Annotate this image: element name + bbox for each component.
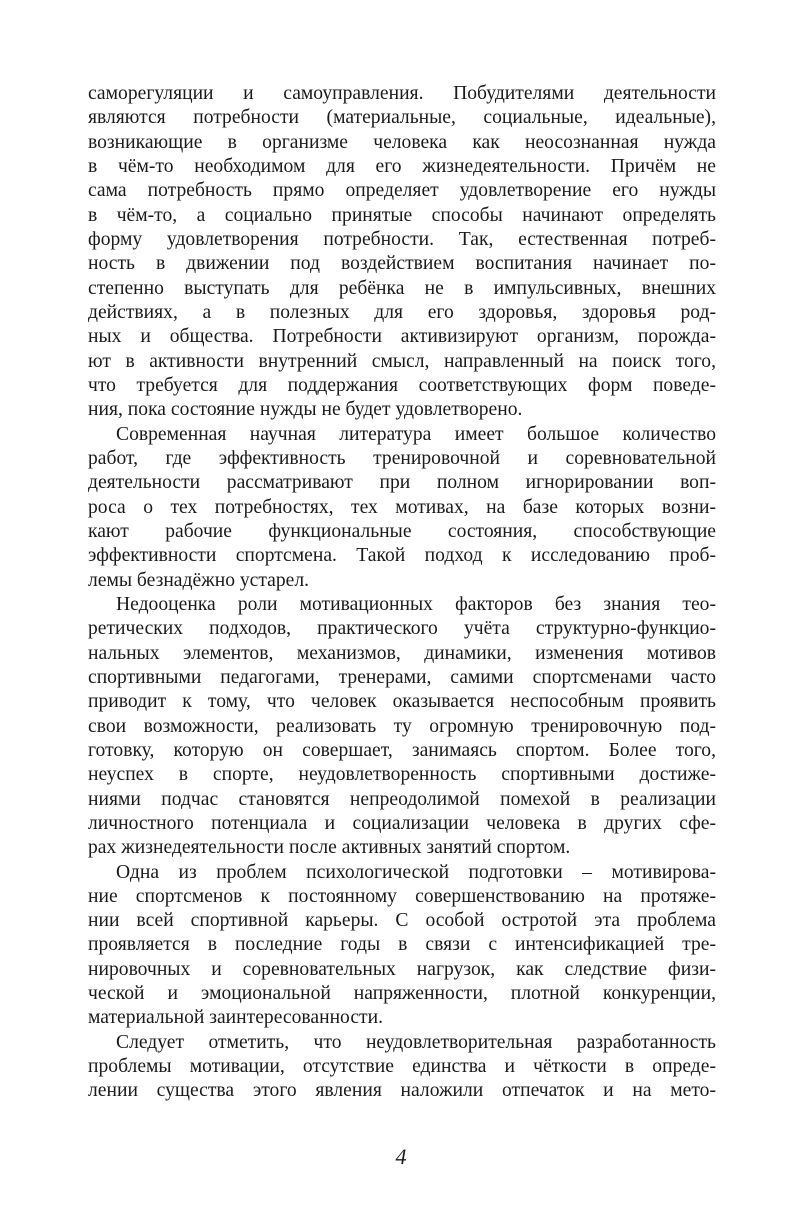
text-line: являются потребности (материальные, социальные, идеальные),	[88, 107, 716, 129]
text-line: неуспех в спорте, неудовлетворенность спортивными достиже-	[88, 764, 716, 786]
text-line: ческой и эмоциональной напряженности, плотной конкуренции,	[88, 983, 716, 1005]
page-number: 4	[395, 1144, 407, 1169]
text-line: сама потребность прямо определяет удовлетворение его нужды	[88, 180, 716, 202]
text-line: ния, пока состояние нужды не будет удовлетворено.	[88, 399, 523, 421]
text-line: нальных элементов, механизмов, динамики, изменения мотивов	[88, 642, 716, 664]
text-line: проблемы мотивации, отсутствие единства и чёткости в опреде-	[88, 1056, 716, 1078]
text-line: в чём-то, а социально принятые способы начинают определять	[88, 204, 716, 226]
text-line: роса о тех потребностях, тех мотивах, на базе которых возни-	[88, 496, 716, 518]
text-line: проявляется в последние годы в связи с интенсификацией тре-	[88, 934, 716, 956]
text-line: ретических подходов, практического учёта структурно-функцио-	[88, 618, 716, 640]
text-line: Недооценка роли мотивационных факторов без знания тео-	[116, 593, 716, 615]
text-line: Одна из проблем психологической подготовки – мотивирова-	[116, 861, 716, 883]
text-line: в чём-то необходимом для его жизнедеятельности. Причём не	[88, 155, 716, 177]
text-line: свои возможности, реализовать ту огромную тренировочную под-	[88, 715, 716, 737]
text-line: ных и общества. Потребности активизируют организм, порожда-	[88, 326, 716, 348]
paragraph-1	[88, 82, 716, 423]
paragraph-5	[88, 1031, 716, 1104]
text-line: материальной заинтересованности.	[88, 1007, 383, 1029]
text-line: форму удовлетворения потребности. Так, естественная потреб-	[88, 228, 716, 250]
text-line: что требуется для поддержания соответствующих форм поведе-	[88, 374, 716, 396]
text-line: нировочных и соревновательных нагрузок, как следствие физи-	[88, 958, 716, 980]
text-line: саморегуляции и самоуправления. Побудителями деятельности	[88, 83, 716, 104]
body-text	[88, 82, 716, 1104]
text-line: лемы безнадёжно устарел.	[88, 569, 310, 591]
text-line: лении существа этого явления наложили отпечаток и на мето-	[88, 1080, 716, 1102]
text-line: ние спортсменов к постоянному совершенствованию на протяже-	[88, 885, 716, 907]
paragraph-3	[88, 593, 716, 861]
text-line: ют в активности внутренний смысл, направленный на поиск того,	[88, 350, 716, 372]
text-line: эффективности спортсмена. Такой подход к исследованию проб-	[88, 545, 716, 567]
text-line: личностного потенциала и социализации человека в других сфе-	[88, 812, 716, 834]
text-line: кают рабочие функциональные состояния, способствующие	[88, 520, 716, 542]
text-line: рах жизнедеятельности после активных занятий спортом.	[88, 837, 571, 859]
text-line: нии всей спортивной карьеры. С особой остротой эта проблема	[88, 910, 716, 932]
text-line: возникающие в организме человека как неосознанная нужда	[88, 131, 716, 153]
text-line: работ, где эффективность тренировочной и соревновательной	[88, 447, 716, 469]
text-line: степенно выступать для ребёнка не в импульсивных, внешних	[88, 277, 716, 299]
text-line: ниями подчас становятся непреодолимой помехой в реализации	[88, 788, 716, 810]
text-line: приводит к тому, что человек оказывается неспособным проявить	[88, 691, 716, 713]
text-line: спортивными педагогами, тренерами, самими спортсменами часто	[88, 666, 716, 688]
text-line: Современная научная литература имеет большое количество	[116, 423, 716, 445]
text-line: Следует отметить, что неудовлетворительная разработанность	[116, 1031, 716, 1053]
text-line: деятельности рассматривают при полном игнорировании воп-	[88, 472, 716, 494]
text-line: готовку, которую он совершает, занимаясь спортом. Более того,	[88, 739, 716, 761]
text-line: действиях, а в полезных для его здоровья, здоровья род-	[88, 301, 716, 323]
text-line: ность в движении под воздействием воспитания начинает по-	[88, 253, 716, 275]
paragraph-2	[88, 423, 716, 593]
paragraph-4	[88, 861, 716, 1031]
